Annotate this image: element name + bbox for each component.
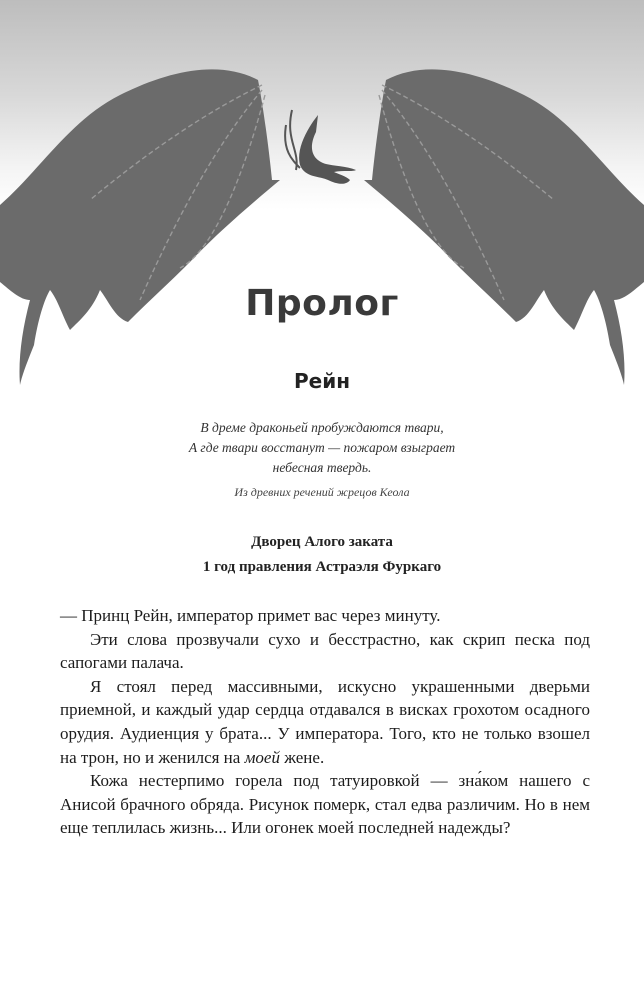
setting-place: Дворец Алого заката	[251, 534, 393, 550]
chapter-title: Пролог	[245, 283, 399, 324]
emphasized-word: моей	[244, 747, 280, 767]
pov-character-name: Рейн	[293, 369, 351, 393]
left-wing	[0, 69, 280, 385]
setting-heading	[0, 530, 644, 580]
epigraph-source: Из древних речений жрецов Кеола	[234, 485, 410, 499]
setting-time: 1 год правления Астраэля Фуркаго	[202, 559, 442, 575]
epigraph-line: В дреме драконьей пробуждаются твари,	[200, 420, 444, 435]
right-wing	[364, 69, 644, 385]
epigraph-line: А где твари восстанут — пожаром взыграет	[188, 440, 456, 455]
epigraph	[0, 418, 644, 478]
dragon-body	[299, 115, 356, 184]
dragon-wings-icon	[0, 0, 644, 390]
paragraph-text: Я стоял перед массивными, искусно украшенными дверьми приемной, и каждый удар сердца отдавался в висках грохотом осадного орудия. Аудиенция у брата... У императора. Того, кто не только взошел на трон, но и женился на	[60, 676, 590, 767]
paragraph-text: жене.	[279, 747, 325, 767]
paragraph: — Принц Рейн, император примет вас через минуту.	[60, 606, 441, 625]
paragraph: Эти слова прозвучали сухо и бесстрастно, как скрип песка под сапогами палача.	[60, 629, 590, 673]
body-text	[60, 604, 590, 840]
epigraph-line: небесная твердь.	[272, 460, 372, 475]
paragraph	[60, 675, 590, 769]
paragraph: Кожа нестерпимо горела под татуировкой — зна́ком нашего с Анисой брачного обряда. Рисунок померк, стал едва различим. Но в нем еще теплилась жизнь... Или огонек моей последней надежды?	[60, 771, 590, 838]
